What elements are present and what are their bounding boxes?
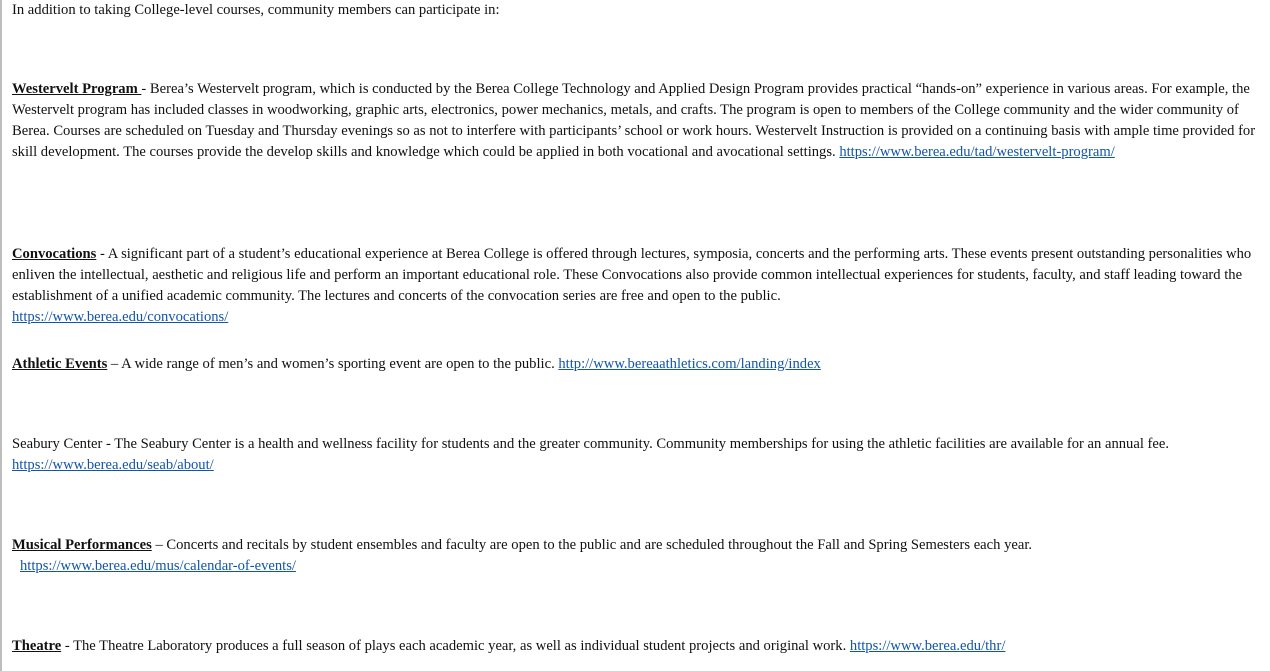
theatre-body: The Theatre Laboratory produces a full season of plays each academic year, as well as individual student projects and original work. xyxy=(73,638,850,654)
athletic-section xyxy=(12,354,1264,375)
musical-separator: – xyxy=(151,537,167,553)
convocations-heading: Convocations xyxy=(12,246,97,262)
theatre-heading: Theatre xyxy=(12,638,62,654)
convocations-section xyxy=(12,244,1264,328)
convocations-link[interactable]: https://www.berea.edu/convocations/ xyxy=(12,309,229,325)
intro-paragraph xyxy=(12,0,1264,21)
musical-link[interactable]: https://www.berea.edu/mus/calendar-of-events/ xyxy=(20,558,296,574)
musical-body: Concerts and recitals by student ensembles and faculty are open to the public and are scheduled throughout the Fall and Spring Semesters each year. xyxy=(166,537,1033,553)
westervelt-heading: Westervelt Program xyxy=(12,81,142,97)
athletic-separator: – xyxy=(107,356,122,372)
theatre-link[interactable]: https://www.berea.edu/thr/ xyxy=(849,638,1006,654)
seabury-link[interactable]: https://www.berea.edu/seab/about/ xyxy=(12,457,214,473)
page-left-border xyxy=(0,0,2,671)
intro-text: In addition to taking College-level courses, community members can participate in: xyxy=(12,2,500,18)
musical-section xyxy=(12,535,1264,577)
convocations-body: A significant part of a student’s educational experience at Berea College is offered through lectures, symposia, concerts and the performing arts. These events present outstanding personalities who enliven the intellectual, aesthetic and religious life and perform an important educational role. These Convocations also provide common intellectual experiences for students, faculty, and staff leading toward the establishment of a unified academic community. The lectures and concerts of the convocation series are free and open to the public. xyxy=(12,246,1252,304)
musical-heading: Musical Performances xyxy=(12,537,152,553)
convocations-separator: - xyxy=(96,246,108,262)
athletic-link[interactable]: http://www.bereaathletics.com/landing/index xyxy=(558,356,821,372)
westervelt-link[interactable]: https://www.berea.edu/tad/westervelt-program/ xyxy=(839,144,1115,160)
westervelt-separator: - xyxy=(141,81,150,97)
theatre-separator: - xyxy=(61,638,74,654)
theatre-section xyxy=(12,636,1264,657)
westervelt-section xyxy=(12,79,1264,163)
westervelt-body: Berea’s Westervelt program, which is conducted by the Berea College Technology and Applied Design Program provides practical “hands-on” experience in various areas. For example, the Westervelt program has included classes in woodworking, graphic arts, electronics, power mechanics, metals, and crafts. The program is open to members of the College community and the wider community of Berea. Courses are scheduled on Tuesday and Thursday evenings so as not to interfere with participants’ school or work hours. Westervelt Instruction is provided on a continuing basis with ample time provided for skill development. The courses provide the develop skills and knowledge which could be applied in both vocational and avocational settings. xyxy=(12,81,1256,160)
seabury-section xyxy=(12,434,1264,476)
athletic-body: A wide range of men’s and women’s sporting event are open to the public. xyxy=(121,356,559,372)
athletic-heading: Athletic Events xyxy=(12,356,108,372)
seabury-body: Seabury Center - The Seabury Center is a health and wellness facility for students and the greater community. Community memberships for using the athletic facilities are available for an annual fee. xyxy=(12,436,1169,452)
